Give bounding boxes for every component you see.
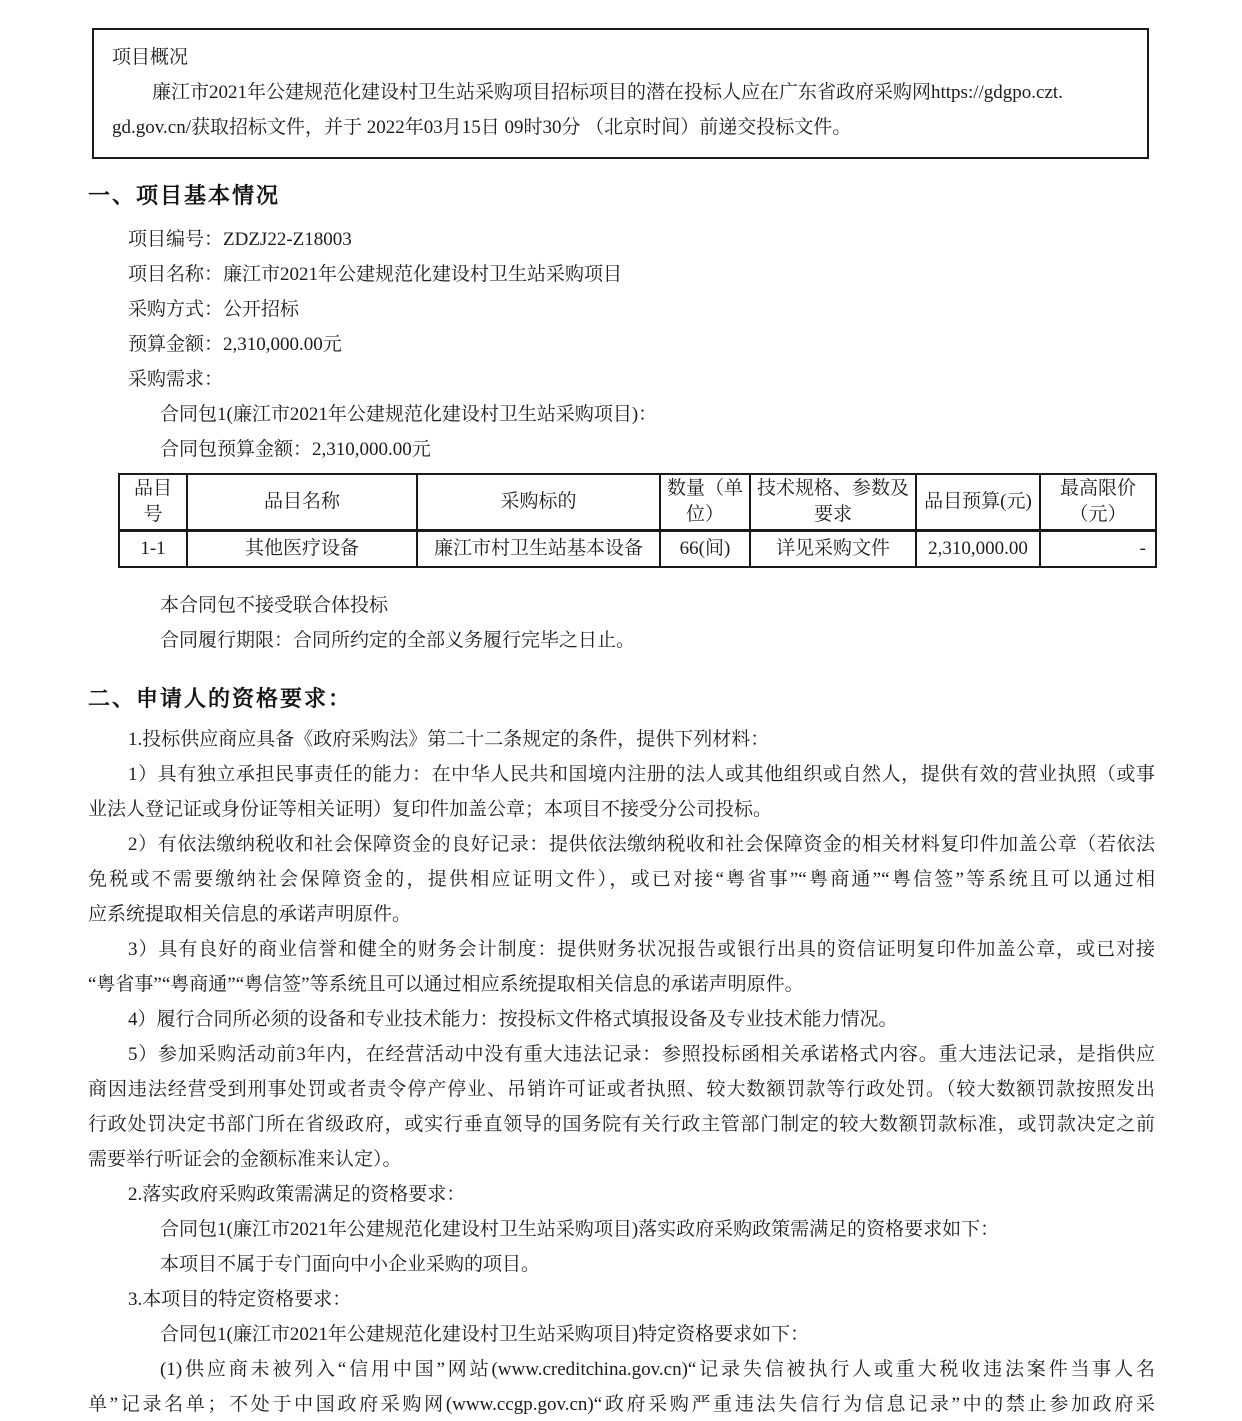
text-line: 4）履行合同所必须的设备和专业技术能力：按投标文件格式填报设备及专业技术能力情况。 [128,1008,898,1030]
text-line: 单”记录名单；不处于中国政府采购网(www.ccgp.gov.cn)“政府采购严重违法失信行为信息记录”中的禁止参加政府采 [88,1393,1155,1415]
text-line: 合同包1(廉江市2021年公建规范化建设村卫生站采购项目)特定资格要求如下： [160,1323,810,1345]
text-line: 3.本项目的特定资格要求： [128,1288,352,1310]
table-header-cell: 数量（单位） [660,474,750,530]
text-line: 需要举行听证会的金额标准来认定）。 [88,1148,402,1170]
table-cell: 其他医疗设备 [187,530,417,567]
text-line: 行政处罚决定书部门所在省级政府，或实行垂直领导的国务院有关行政主管部门制定的较大数额罚款标准，或罚款决定之前 [88,1113,1155,1135]
text-line: 采购需求： [128,369,224,390]
text-line: 合同包1(廉江市2021年公建规范化建设村卫生站采购项目)落实政府采购政策需满足的资格要求如下： [160,1218,1000,1240]
text-line: 廉江市2021年公建规范化建设村卫生站采购项目招标项目的潜在投标人应在广东省政府采购网https://gdgpo.czt. [152,82,1063,103]
contract-notes [88,588,1155,658]
text-line: 1）具有独立承担民事责任的能力：在中华人民共和国境内注册的法人或其他组织或自然人，提供有效的营业执照（或事 [128,763,1155,785]
text-line: 业法人登记证或身份证等相关证明）复印件加盖公章；本项目不接受分公司投标。 [88,798,773,820]
procurement-items-table [118,473,1157,568]
text-line: 项目名称：廉江市2021年公建规范化建设村卫生站采购项目 [128,264,623,285]
text-line: 本项目不属于专门面向中小企业采购的项目。 [160,1253,541,1275]
text-line: 应系统提取相关信息的承诺声明原件。 [88,903,412,925]
text-line: 1.投标供应商应具备《政府采购法》第二十二条规定的条件，提供下列材料： [128,728,770,750]
table-cell: 详见采购文件 [750,530,916,567]
text-line: 采购方式：公开招标 [128,299,300,320]
text-line: 项目编号：ZDZJ22-Z18003 [128,229,352,250]
text-line: 本合同包不接受联合体投标 [160,594,389,616]
document-content [88,0,1155,1421]
table-cell: 廉江市村卫生站基本设备 [417,530,660,567]
text-line: 商因违法经营受到刑事处罚或者责令停产停业、吊销许可证或者执照、较大数额罚款等行政处罚。（较大数额罚款按照发出 [88,1078,1155,1100]
section1-body [88,222,1155,467]
table-header-cell: 技术规格、参数及要求 [750,474,916,530]
text-line: gd.gov.cn/获取招标文件，并于 2022年03月15日 09时30分 （北京时间）前递交投标文件。 [112,117,852,138]
table-header-cell: 品目名称 [187,474,417,530]
text-line: 合同包预算金额：2,310,000.00元 [160,439,431,460]
text-line: 预算金额：2,310,000.00元 [128,334,342,355]
table-header-cell: 品目号 [119,474,187,530]
table-cell: 2,310,000.00 [916,530,1040,567]
table-header-cell: 品目预算(元) [916,474,1040,530]
text-line: 合同履行期限：合同所约定的全部义务履行完毕之日止。 [160,629,636,651]
table-header-cell: 最高限价（元） [1040,474,1156,530]
section2-body [88,722,1155,1421]
text-line: 3）具有良好的商业信誉和健全的财务会计制度：提供财务状况报告或银行出具的资信证明复印件加盖公章，或已对接 [128,938,1155,960]
section2-heading: 二、申请人的资格要求： [88,685,353,711]
text-line: “粤省事”“粤商通”“粤信签”等系统且可以通过相应系统提取相关信息的承诺声明原件。 [88,973,804,995]
text-line: (1)供应商未被列入“信用中国”网站(www.creditchina.gov.cn)“记录失信被执行人或重大税收违法案件当事人名 [160,1358,1155,1380]
text-line: 合同包1(廉江市2021年公建规范化建设村卫生站采购项目)： [160,404,658,425]
text-line: 2）有依法缴纳税收和社会保障资金的良好记录：提供依法缴纳税收和社会保障资金的相关材料复印件加盖公章（若依法 [128,833,1155,855]
text-line: 2.落实政府采购政策需满足的资格要求： [128,1183,466,1205]
text-line: 5）参加采购活动前3年内，在经营活动中没有重大违法记录：参照投标函相关承诺格式内容。重大违法记录，是指供应 [128,1043,1155,1065]
table-cell: 66(间) [660,530,750,567]
table-cell: 1-1 [119,530,187,567]
text-line: 免税或不需要缴纳社会保障资金的，提供相应证明文件），或已对接“粤省事”“粤商通”“粤信签”等系统且可以通过相 [88,868,1155,890]
table-header-cell: 采购标的 [417,474,660,530]
project-overview-box [92,28,1149,159]
table-header-row [119,474,1156,530]
overview-title: 项目概况 [112,47,189,68]
section1-heading: 一、项目基本情况 [88,183,281,208]
table-row [119,530,1156,567]
table-cell: - [1040,530,1156,567]
